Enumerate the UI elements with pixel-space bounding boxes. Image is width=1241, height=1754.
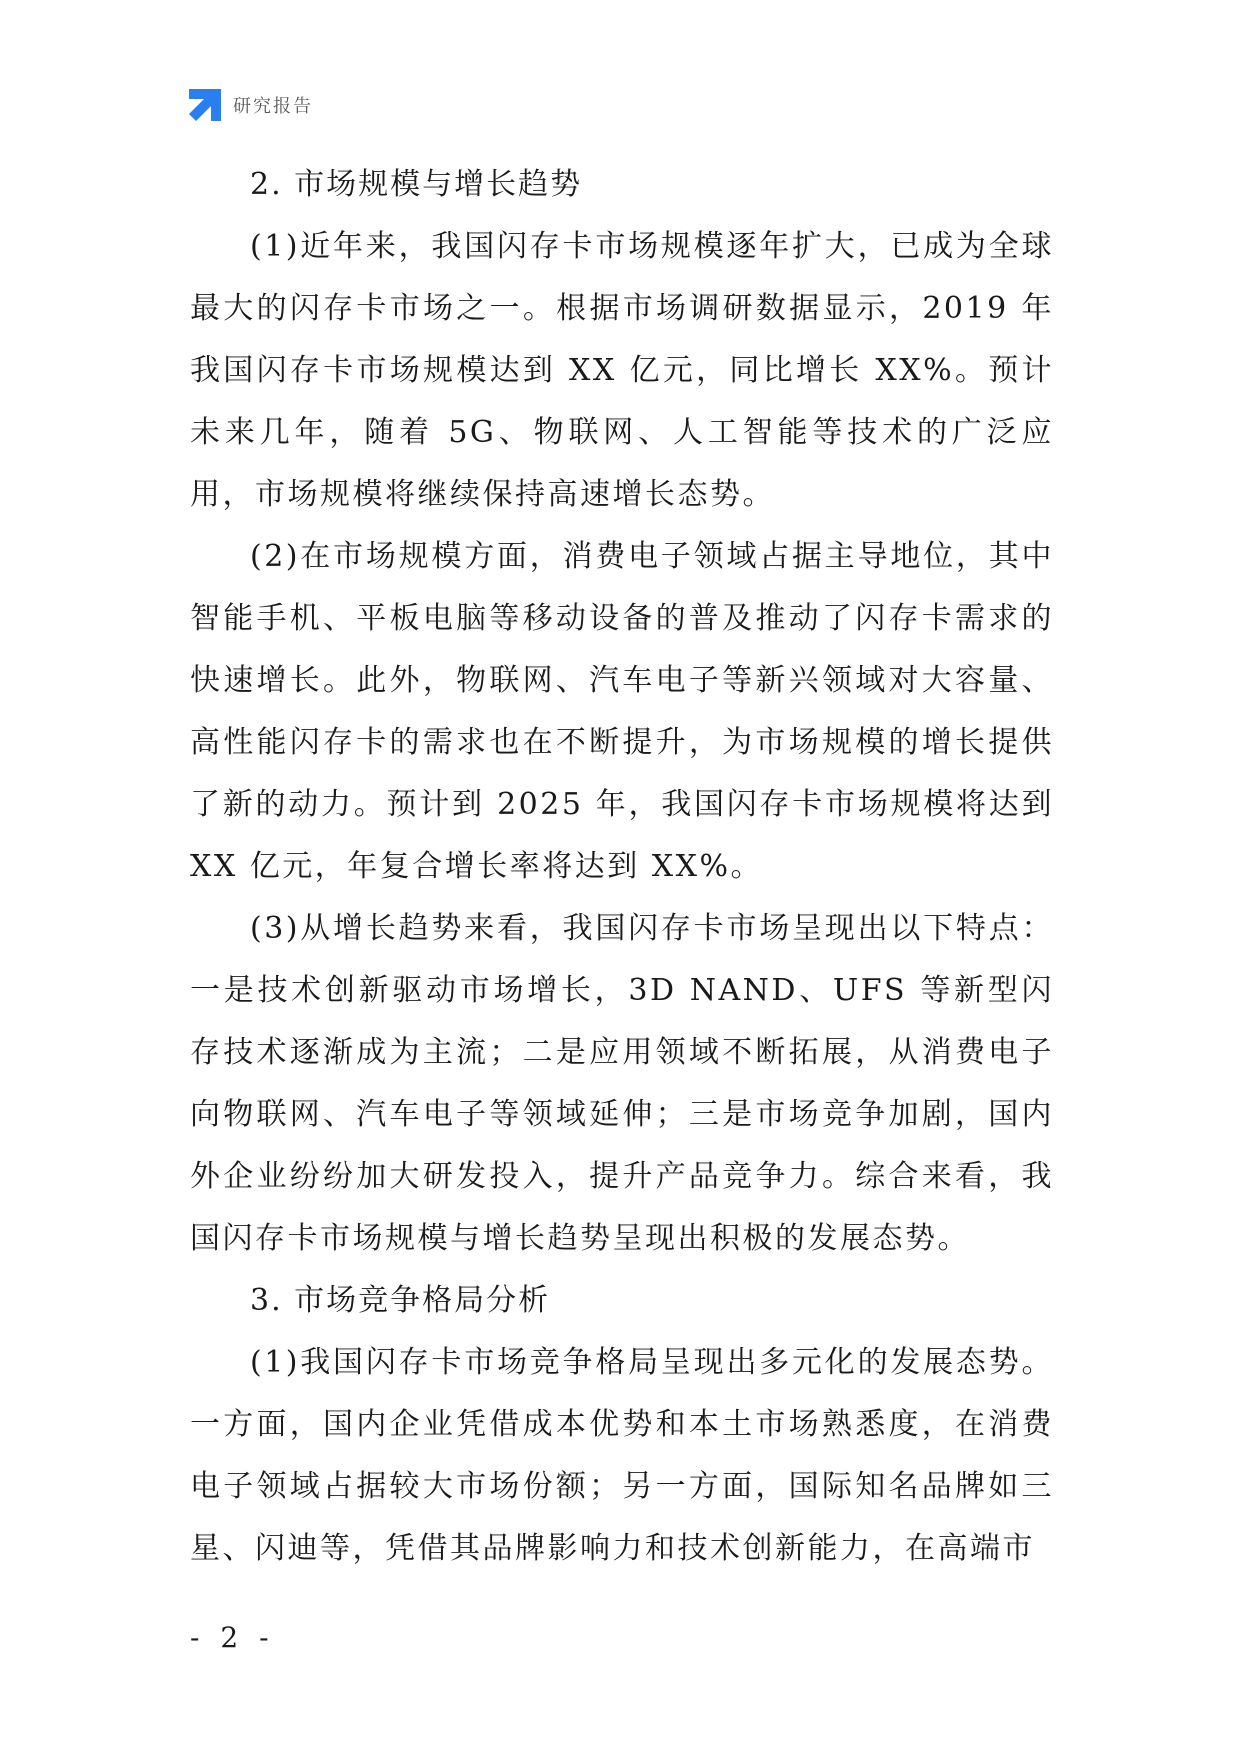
section-heading: 3. 市场竞争格局分析 <box>250 1283 551 1318</box>
header-title: 研究报告 <box>233 96 313 117</box>
body-paragraph: (1)我国闪存卡市场竞争格局呈现出多元化的发展态势。一方面，国内企业凭借成本优势和本土市场熟悉度，在消费电子领域占据较大市场份额；另一方面，国际知名品牌如三星、闪迪等，凭借其品牌影响力和技术创新能力，在高端市 <box>190 1345 1054 1566</box>
section-heading: 2. 市场规模与增长趋势 <box>250 167 583 202</box>
report-header <box>189 89 313 121</box>
body-paragraph: (3)从增长趋势来看，我国闪存卡市场呈现出以下特点：一是技术创新驱动市场增长，3D NAND、UFS 等新型闪存技术逐渐成为主流；二是应用领域不断拓展，从消费电子向物联网、汽车电子等领域延伸；三是市场竞争加剧，国内外企业纷纷加大研发投入，提升产品竞争力。综合来看，我国闪存卡市场规模与增长趋势呈现出积极的发展态势。 <box>190 911 1054 1256</box>
body-paragraph: (2)在市场规模方面，消费电子领域占据主导地位，其中智能手机、平板电脑等移动设备的普及推动了闪存卡需求的快速增长。此外，物联网、汽车电子等新兴领域对大容量、高性能闪存卡的需求也在不断提升，为市场规模的增长提供了新的动力。预计到 2025 年，我国闪存卡市场规模将达到 XX 亿元，年复合增长率将达到 XX%。 <box>190 539 1054 884</box>
body-paragraph: (1)近年来，我国闪存卡市场规模逐年扩大，已成为全球最大的闪存卡市场之一。根据市场调研数据显示，2019 年我国闪存卡市场规模达到 XX 亿元，同比增长 XX%。预计未来几年，随着 5G、物联网、人工智能等技术的广泛应用，市场规模将继续保持高速增长态势。 <box>190 229 1054 512</box>
diagonal-arrow-icon <box>189 89 221 121</box>
document-body <box>190 154 1054 1580</box>
page-number: - 2 - <box>190 1621 275 1654</box>
